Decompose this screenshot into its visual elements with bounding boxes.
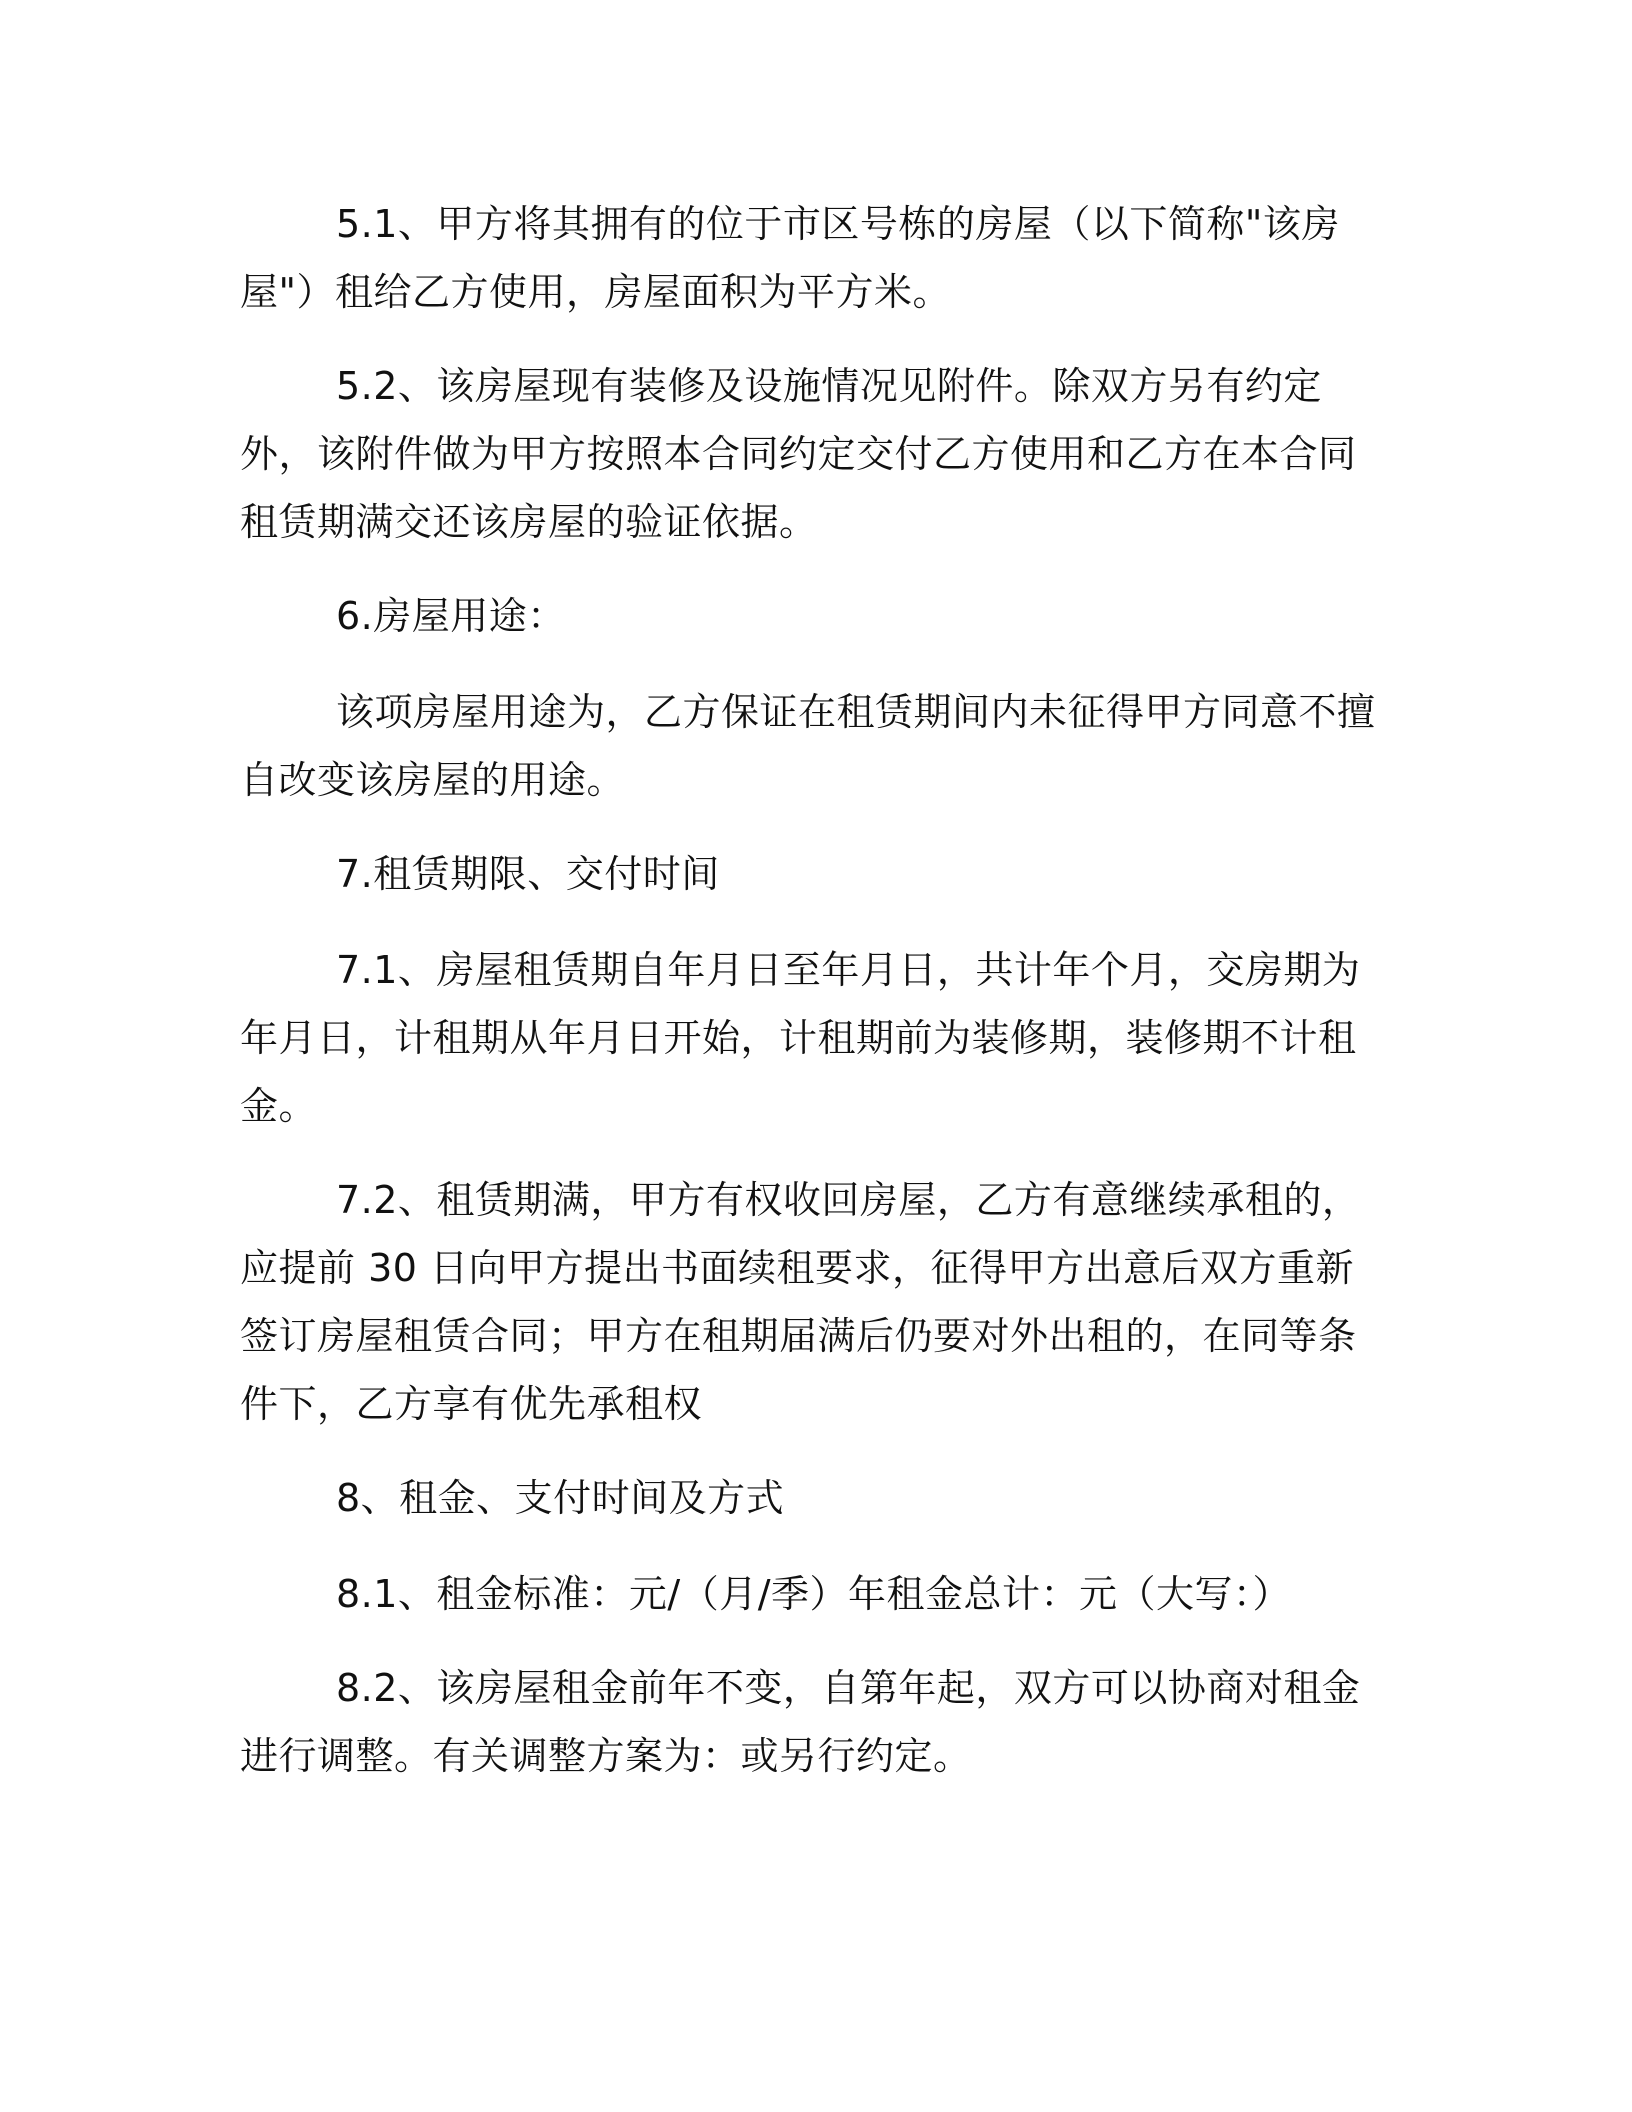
section-6-text: 该项房屋用途为，乙方保证在租赁期间内未征得甲方同意不擅自改变该房屋的用途。 — [240, 690, 1376, 802]
clause-5-1: 5.1、甲方将其拥有的位于市区号栋的房屋（以下简称"该房屋"）租给乙方使用，房屋面积为平方米。 — [240, 202, 1340, 314]
document-body — [240, 190, 1380, 1816]
clause-8-1: 8.1、租金标准：元/（月/季）年租金总计：元（大写：） — [336, 1572, 1292, 1616]
clause-5-2: 5.2、该房屋现有装修及设施情况见附件。除双方另有约定外，该附件做为甲方按照本合同约定交付乙方使用和乙方在本合同租赁期满交还该房屋的验证依据。 — [240, 364, 1357, 544]
section-7-heading: 7.租赁期限、交付时间 — [336, 852, 720, 896]
clause-7-1: 7.1、房屋租赁期自年月日至年月日，共计年个月，交房期为年月日，计租期从年月日开始，计租期前为装修期，装修期不计租金。 — [240, 948, 1361, 1128]
section-8-heading: 8、租金、支付时间及方式 — [336, 1476, 785, 1520]
section-6-heading: 6.房屋用途： — [336, 594, 566, 638]
clause-8-2: 8.2、该房屋租金前年不变，自第年起，双方可以协商对租金进行调整。有关调整方案为：或另行约定。 — [240, 1666, 1361, 1778]
clause-7-2: 7.2、租赁期满，甲方有权收回房屋，乙方有意继续承租的，应提前 30 日向甲方提出书面续租要求，征得甲方出意后双方重新签订房屋租赁合同；甲方在租期届满后仍要对外出租的，在同等条件下，乙方享有优先承租权 — [240, 1178, 1361, 1426]
